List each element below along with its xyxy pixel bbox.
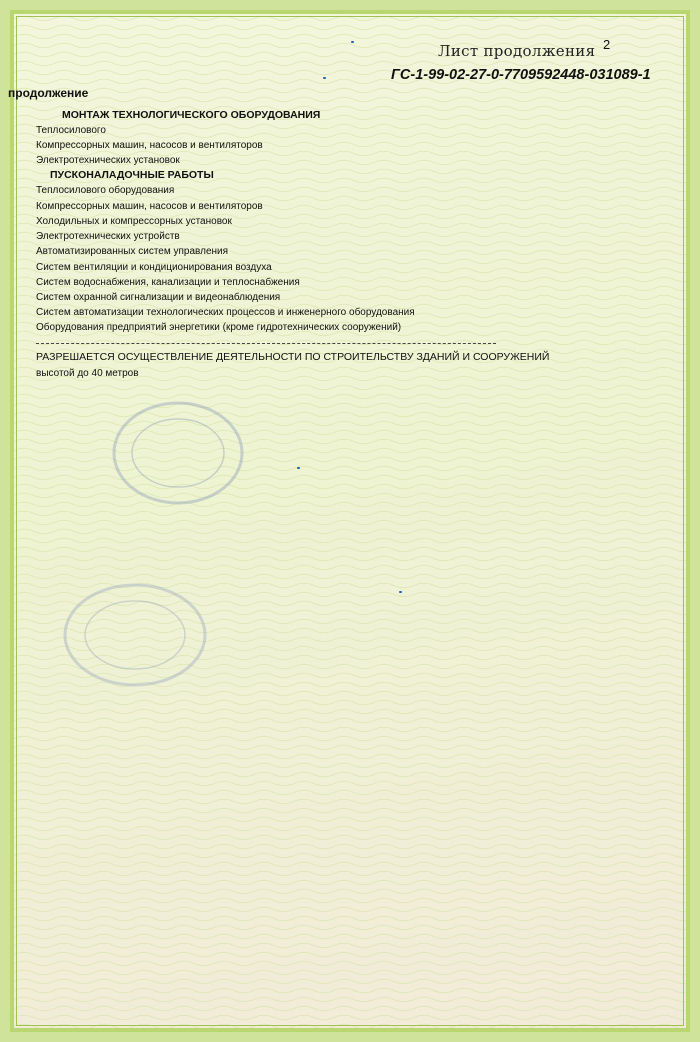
list-item: Компрессорных машин, насосов и вентиляторов [36,201,263,212]
list-item: Теплосилового [36,125,106,136]
page-number: 2 [603,37,611,52]
list-item: Электротехнических установок [36,155,180,166]
list-item: Систем водоснабжения, канализации и теплоснабжения [36,277,300,288]
list-item: Систем автоматизации технологических процессов и инженерного оборудования [36,307,415,318]
list-item: Компрессорных машин, насосов и вентиляторов [36,140,263,151]
separator-line [36,343,496,344]
list-item: Теплосилового оборудования [36,185,175,196]
list-item: Систем вентиляции и кондиционирования воздуха [36,262,272,273]
list-item: Оборудования предприятий энергетики (кроме гидротехнических сооружений) [36,322,402,333]
list-item: Систем охранной сигнализации и видеонаблюдения [36,292,281,303]
section-heading-installation: МОНТАЖ ТЕХНОЛОГИЧЕСКОГО ОБОРУДОВАНИЯ [62,109,321,121]
registration-number: ГС-1-99-02-27-0-7709592448-031089-1 [391,67,651,83]
list-item: Электротехнических устройств [36,231,180,242]
ink-speck [297,467,300,469]
list-item: Холодильных и компрессорных установок [36,216,232,227]
section-heading-commissioning: ПУСКОНАЛАДОЧНЫЕ РАБОТЫ [50,169,214,181]
ink-speck [323,77,326,79]
ink-speck [399,591,402,593]
height-note: высотой до 40 метров [36,368,139,379]
sheet-label: Лист продолжения [438,42,596,60]
ink-speck [351,41,354,43]
permit-statement: РАЗРЕШАЕТСЯ ОСУЩЕСТВЛЕНИЕ ДЕЯТЕЛЬНОСТИ ПО СТРОИТЕЛЬСТВУ ЗДАНИЙ И СООРУЖЕНИЙ [36,351,550,363]
continuation-label: продолжение [8,86,89,100]
list-item: Автоматизированных систем управления [36,246,229,257]
